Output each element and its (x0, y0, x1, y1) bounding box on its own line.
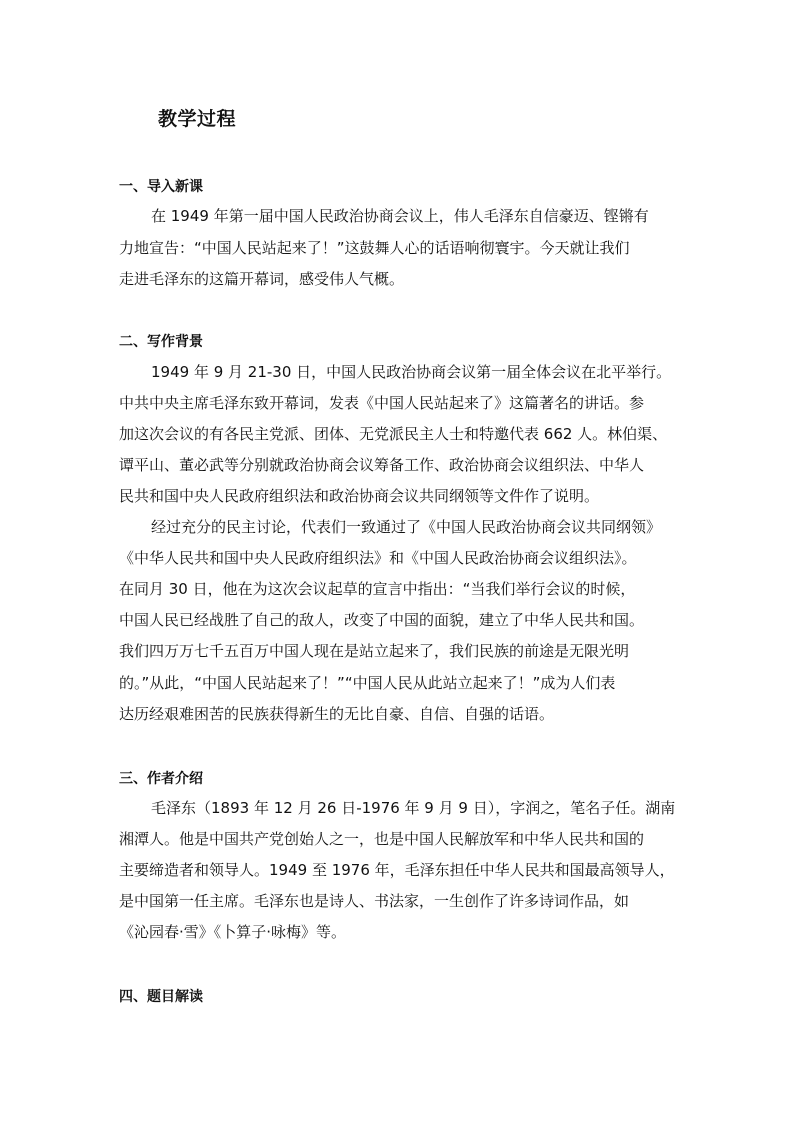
paragraph-line: 中共中央主席毛泽东致开幕词，发表《中国人民站起来了》这篇著名的讲话。参 (119, 394, 645, 412)
paragraph-line: 的。”从此，“中国人民站起来了！”“中国人民从此站立起来了！”成为人们表 (119, 674, 616, 692)
paragraph-line: 中国人民已经战胜了自己的敌人，改变了中国的面貌，建立了中华人民共和国。 (119, 611, 645, 629)
paragraph-line: 在同月 30 日，他在为这次会议起草的宣言中指出：“当我们举行会议的时候， (119, 580, 636, 598)
paragraph-line: 谭平山、董必武等分别就政治协商会议筹备工作、政治协商会议组织法、中华人 (119, 456, 645, 474)
paragraph-line: 达历经艰难困苦的民族获得新生的无比自豪、自信、自强的话语。 (119, 705, 555, 723)
paragraph-line: 湘潭人。他是中国共产党创始人之一，也是中国人民解放军和中华人民共和国的 (119, 830, 645, 848)
section-heading-background: 二、写作背景 (119, 334, 203, 350)
paragraph-line: 1949 年 9 月 21-30 日，中国人民政治协商会议第一届全体会议在北平举行。 (151, 363, 672, 381)
paragraph-line: 毛泽东（1893 年 12 月 26 日-1976 年 9 月 9 日），字润之，笔名子任。湖南 (151, 799, 676, 817)
paragraph-line: 走进毛泽东的这篇开幕词，感受伟人气概。 (119, 270, 405, 288)
paragraph-line: 民共和国中央人民政府组织法和政治协商会议共同纲领等文件作了说明。 (119, 487, 600, 505)
section-heading-author: 三、作者介绍 (119, 771, 203, 787)
paragraph-line: 力地宣告：“中国人民站起来了！”这鼓舞人心的话语响彻寰宇。今天就让我们 (119, 239, 630, 257)
paragraph-line: 经过充分的民主讨论，代表们一致通过了《中国人民政治协商会议共同纲领》 (151, 518, 662, 536)
section-heading-title-interpretation: 四、题目解读 (119, 989, 203, 1005)
paragraph-line: 《中华人民共和国中央人民政府组织法》和《中国人民政治协商会议组织法》。 (119, 549, 637, 567)
paragraph-line: 是中国第一任主席。毛泽东也是诗人、书法家，一生创作了许多诗词作品，如 (119, 892, 630, 910)
page-title: 教学过程 (158, 108, 237, 130)
paragraph-line: 我们四万万七千五百万中国人现在是站立起来了，我们民族的前途是无限光明 (119, 642, 630, 660)
paragraph-line: 加这次会议的有各民主党派、团体、无党派民主人士和特邀代表 662 人。林伯渠、 (119, 425, 668, 443)
paragraph-line: 《沁园春·雪》《卜算子·咏梅》等。 (119, 923, 347, 941)
section-heading-intro: 一、导入新课 (119, 179, 203, 195)
paragraph-line: 主要缔造者和领导人。1949 至 1976 年，毛泽东担任中华人民共和国最高领导人， (119, 861, 675, 879)
paragraph-line: 在 1949 年第一届中国人民政治协商会议上，伟人毛泽东自信豪迈、铿锵有 (151, 207, 649, 225)
